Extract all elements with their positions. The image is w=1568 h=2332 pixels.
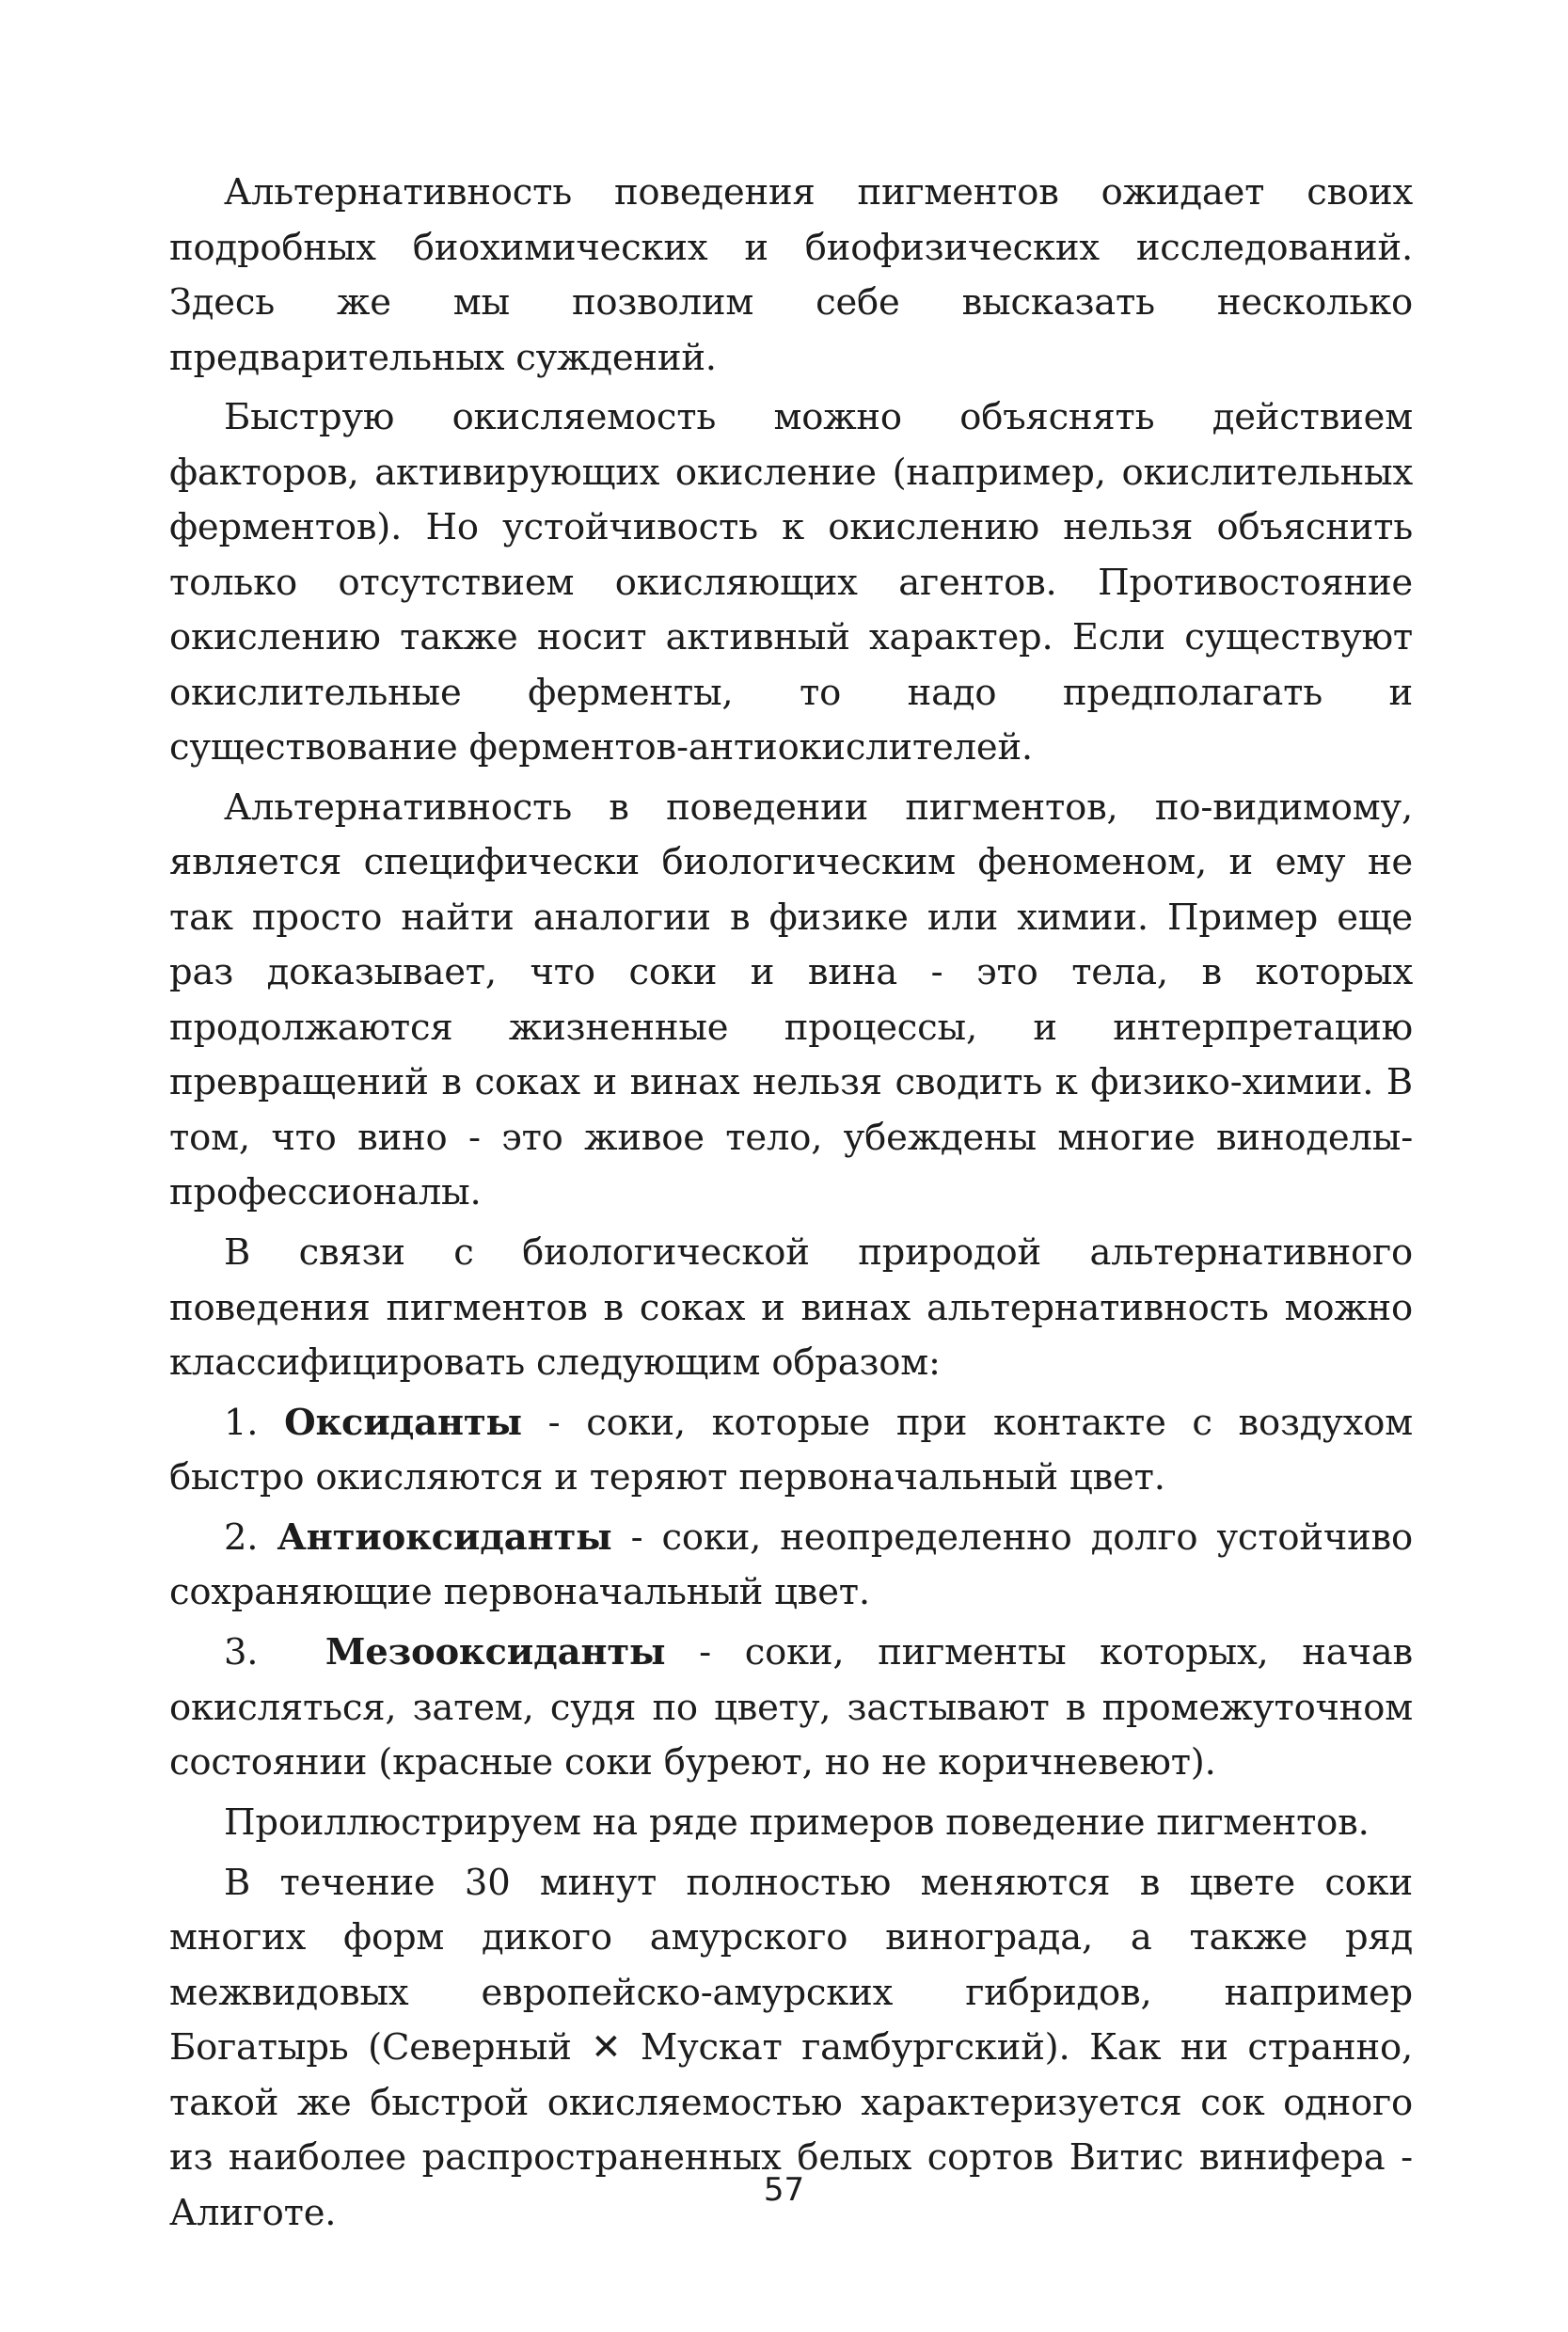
paragraph-3: Альтернативность в поведении пигментов, по-видимому, является специфически биологическим феноменом, и ему не так просто найти аналогии в физике или химии. Пример еще раз доказывает, что соки и вина - это тела, в которых продолжаются жизненные процессы, и интерпретацию превращений в соках и винах нельзя сводить к физико-химии. В том, что вино - это живое тело, убеждены многие виноделы-профессионалы.	[169, 785, 1413, 1214]
term-oxidants: Оксиданты	[284, 1401, 522, 1444]
page-number: 57	[763, 2171, 805, 2209]
list-number: 1.	[224, 1401, 259, 1444]
list-item-antioxidants	[169, 1511, 1413, 1621]
paragraph-5: Проиллюстрируем на ряде примеров поведение пигментов.	[224, 1801, 1370, 1844]
paragraph-2: Быструю окисляемость можно объяснять действием факторов, активирующих окисление (например, окислительных ферментов). Но устойчивость к окислению нельзя объяснить только отсутствием окисляющих агентов. Противостояние окислению также носит активный характер. Если существуют окислительные ферменты, то надо предполагать и существование ферментов-антиокислителей.	[169, 396, 1413, 769]
paragraph-6: В течение 30 минут полностью меняются в цвете соки многих форм дикого амурского винограда, а также ряд межвидовых европейско-амурских гибридов, например Богатырь (Северный ✕ Мускат гамбургский). Как ни странно, такой же быстрой окисляемостью характеризуется сок одного из наиболее распространенных белых сортов Витис винифера - Алиготе.	[169, 1861, 1413, 2234]
list-number: 3.	[224, 1631, 259, 1674]
paragraph-4: В связи с биологической природой альтернативного поведения пигментов в соках и винах альтернативность можно классифицировать следующим образом:	[169, 1231, 1413, 1385]
term-antioxidants: Антиоксиданты	[277, 1515, 612, 1559]
body-text	[169, 166, 1413, 2245]
list-item-mesooxidants	[169, 1626, 1413, 1791]
list-definition: - соки, которые при контакте с воздухом быстро окисляются и теряют первоначальный цвет.	[169, 1401, 1413, 1499]
list-definition: - соки, пигменты которых, начав окисляться, затем, судя по цвету, застывают в промежуточном состоянии (красные соки буреют, но не коричневеют).	[169, 1631, 1414, 1785]
paragraph-1: Альтернативность поведения пигментов ожидает своих подробных биохимических и биофизических исследований. Здесь же мы позволим себе высказать несколько предварительных суждений.	[169, 171, 1413, 379]
list-definition: - соки, неопределенно долго устойчиво сохраняющие первоначальный цвет.	[169, 1515, 1413, 1614]
list-item-oxidants	[169, 1396, 1413, 1506]
list-number: 2.	[224, 1515, 259, 1559]
term-mesooxidants: Мезооксиданты	[325, 1631, 666, 1674]
